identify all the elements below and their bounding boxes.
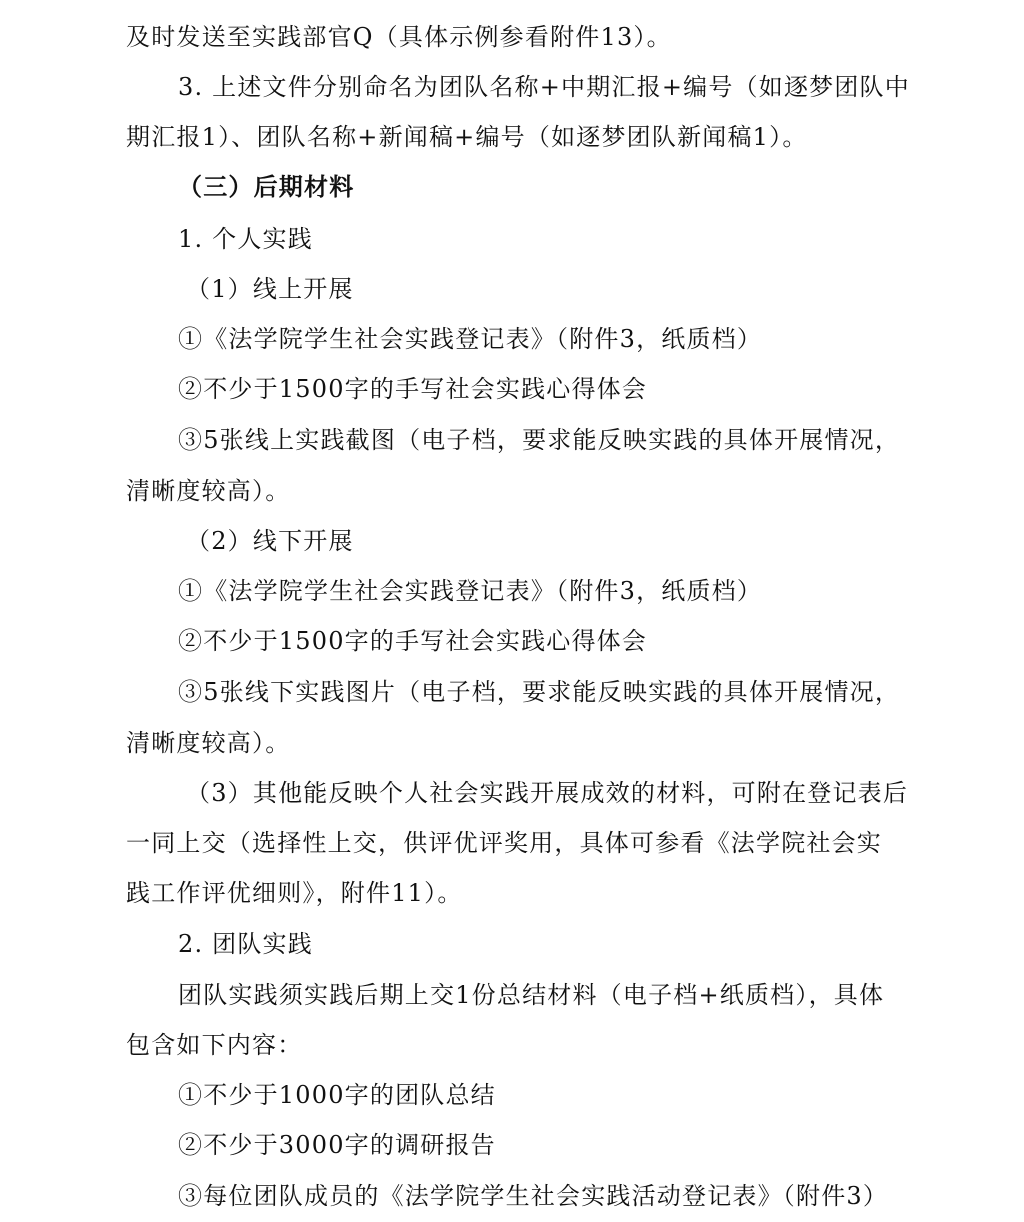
list-item: ①《法学院学生社会实践登记表》（附件3，纸质档） [178,325,763,353]
list-item: ①不少于1000字的团队总结 [178,1081,496,1109]
subsection-heading: （2）线下开展 [186,527,354,555]
text-line: 及时发送至实践部官Q（具体示例参看附件13）。 [126,23,672,51]
list-item: ③每位团队成员的《法学院学生社会实践活动登记表》（附件3） [178,1182,889,1210]
subsection-heading: （1）线上开展 [186,275,354,303]
list-item: ①《法学院学生社会实践登记表》（附件3，纸质档） [178,577,763,605]
list-item: ②不少于1500字的手写社会实践心得体会 [178,627,648,655]
text-line: 期汇报1）、团队名称+新闻稿+编号（如逐梦团队新闻稿1）。 [126,123,808,151]
section-heading: （三）后期材料 [178,172,355,201]
list-item: ②不少于3000字的调研报告 [178,1131,496,1159]
list-item: ③5张线上实践截图（电子档，要求能反映实践的具体开展情况， [178,426,901,454]
text-line: 清晰度较高）。 [126,729,291,757]
subsection-heading: 2. 团队实践 [178,930,313,958]
paragraph-line: 团队实践须实践后期上交1份总结材料（电子档+纸质档），具体 [178,981,885,1009]
list-item: ②不少于1500字的手写社会实践心得体会 [178,375,648,403]
list-item: ③5张线下实践图片（电子档，要求能反映实践的具体开展情况， [178,678,901,706]
paragraph-line: 一同上交（选择性上交，供评优评奖用，具体可参看《法学院社会实 [126,829,882,857]
subsection-heading: 1. 个人实践 [178,225,313,253]
paragraph-line: 包含如下内容： [126,1031,303,1059]
text-line: 3. 上述文件分别命名为团队名称+中期汇报+编号（如逐梦团队中 [178,73,910,101]
paragraph-line: 践工作评优细则》，附件11）。 [126,879,463,907]
paragraph-line: （3）其他能反映个人社会实践开展成效的材料，可附在登记表后 [186,779,909,807]
text-line: 清晰度较高）。 [126,477,291,505]
